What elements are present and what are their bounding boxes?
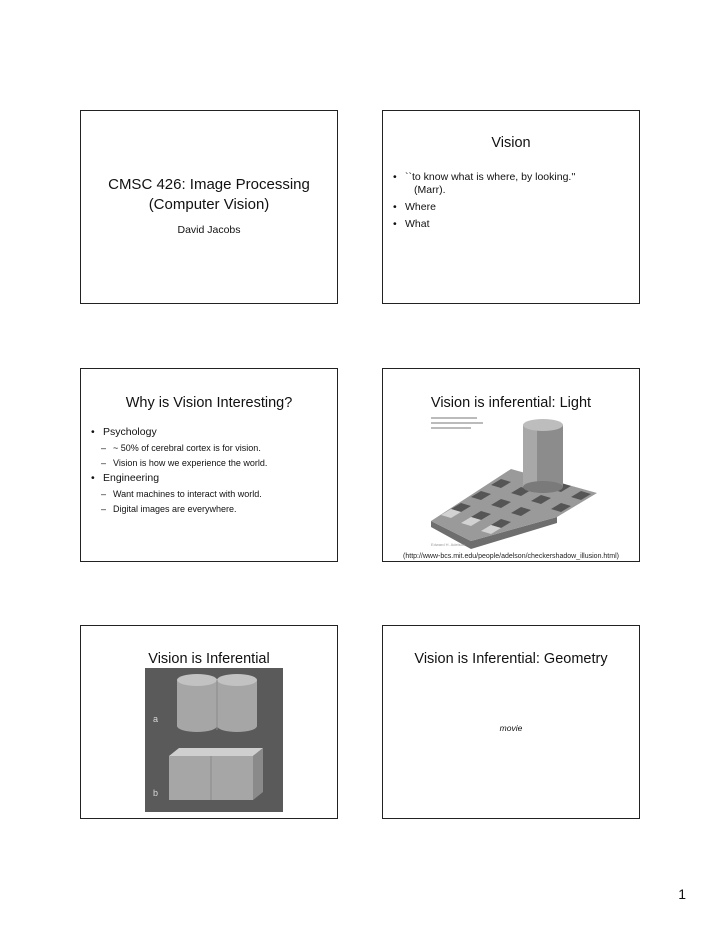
source-url-caption: (http://www-bcs.mit.edu/people/adelson/checkershadow_illusion.html) xyxy=(403,553,619,560)
slide-title: Why is Vision Interesting? xyxy=(125,395,293,411)
bullet-continuation: (Marr). xyxy=(414,184,446,196)
slide-2 xyxy=(382,110,640,304)
sub-bullet-item: – Digital images are everywhere. xyxy=(101,504,237,514)
sub-bullet-item: – Want machines to interact with world. xyxy=(101,489,262,499)
course-title-line-1: CMSC 426: Image Processing xyxy=(108,176,310,193)
bullet-item: • ``to know what is where, by looking.'' xyxy=(393,171,633,184)
label-a: a xyxy=(153,714,159,724)
page-number: 1 xyxy=(678,886,686,902)
slide-4 xyxy=(382,368,640,562)
slide-5 xyxy=(80,625,338,819)
slide-1 xyxy=(80,110,338,304)
label-b: b xyxy=(153,788,159,798)
bullet-list xyxy=(91,426,335,515)
cylinders-and-boxes-illusion-image xyxy=(145,668,283,812)
course-title-line-2: (Computer Vision) xyxy=(148,196,270,213)
sub-bullet-item: – Vision is how we experience the world. xyxy=(101,458,268,468)
slide-title: Vision xyxy=(491,135,531,151)
bullet-list xyxy=(393,171,633,231)
slide-6 xyxy=(382,625,640,819)
movie-placeholder: movie xyxy=(499,723,523,733)
sub-bullet-item: – ~ 50% of cerebral cortex is for vision. xyxy=(101,443,261,453)
slide-title: Vision is inferential: Light xyxy=(430,395,592,411)
slide-title: Vision is Inferential: Geometry xyxy=(414,651,608,667)
image-credit: Edward H. Adelson xyxy=(431,542,466,547)
bullet-item: • Engineering xyxy=(91,472,335,485)
bullet-item: • Psychology xyxy=(91,426,335,439)
slide-title: Vision is Inferential xyxy=(148,651,270,667)
bullet-item: • Where xyxy=(393,201,633,214)
bullet-item: • What xyxy=(393,218,633,231)
checker-shadow-illusion-image xyxy=(425,413,605,553)
author-name: David Jacobs xyxy=(177,224,241,236)
slide-3 xyxy=(80,368,338,562)
